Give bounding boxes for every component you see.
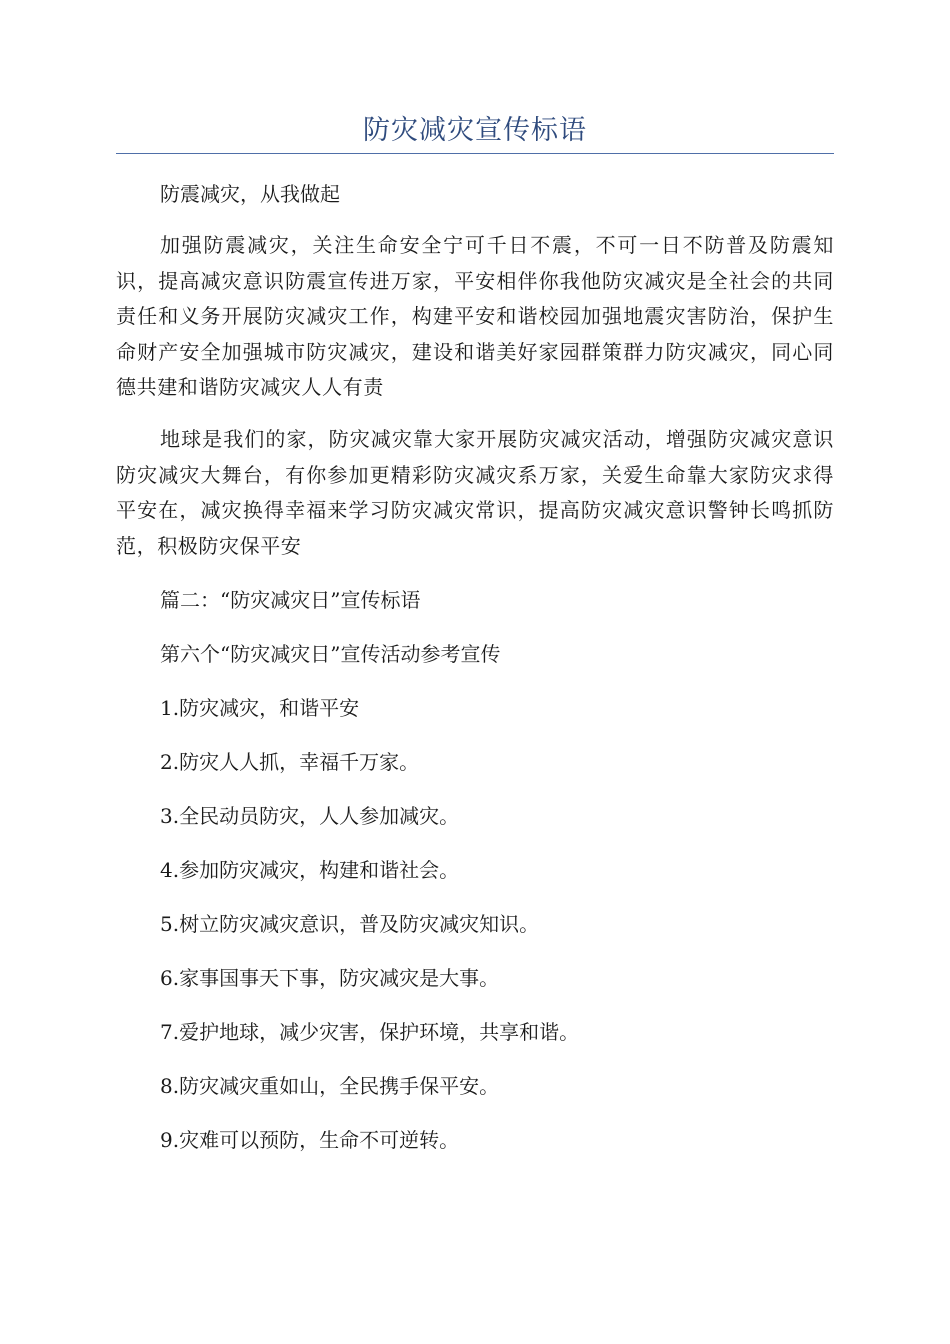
spacer: [116, 620, 834, 634]
list-item: 4.参加防灾减灾，构建和谐社会。: [160, 858, 460, 883]
document-title: 防灾减灾宣传标语: [363, 115, 587, 146]
list-item: 9.灾难可以预防，生命不可逆转。: [160, 1128, 460, 1153]
list-item: 6.家事国事天下事，防灾减灾是大事。: [160, 966, 500, 991]
paragraph-1: 加强防震减灾，关注生命安全宁可千日不震，不可一日不防普及防震知识，提高减灾意识防震宣传进万家，平安相伴你我他防灾减灾是全社会的共同责任和义务开展防灾减灾工作，构建平安和谐校园加强地震灾害防治，保护生命财产安全加强城市防灾减灾，建设和谐美好家园群策群力防灾减灾，同心同德共建和谐防灾减灾人人有责: [116, 233, 834, 400]
spacer: [116, 406, 834, 422]
intro-line: 防震减灾，从我做起: [160, 182, 340, 206]
paragraph-2: 地球是我们的家，防灾减灾靠大家开展防灾减灾活动，增强防灾减灾意识防灾减灾大舞台，有你参加更精彩防灾减灾系万家，关爱生命靠大家防灾求得平安在，减灾换得幸福来学习防灾减灾常识，提高防灾减灾意识警钟长鸣抓防范，积极防灾保平安: [116, 426, 834, 558]
list-item: 8.防灾减灾重如山，全民携手保平安。: [160, 1074, 500, 1099]
spacer: [116, 214, 834, 228]
title-underline: [116, 153, 834, 154]
slogan-list: [116, 688, 834, 1160]
subheading: 第六个“防灾减灾日”宣传活动参考宣传: [160, 642, 501, 667]
document-body: [116, 174, 834, 1174]
list-item: 7.爱护地球，减少灾害，保护环境，共享和谐。: [160, 1020, 580, 1045]
list-item: 5.树立防灾减灾意识，普及防灾减灾知识。: [160, 912, 540, 937]
list-item: 1.防灾减灾，和谐平安: [160, 696, 360, 721]
spacer: [116, 564, 834, 580]
list-item: 2.防灾人人抓，幸福千万家。: [160, 750, 420, 775]
section-heading: 篇二：“防灾减灾日”宣传标语: [160, 588, 421, 613]
list-item: 3.全民动员防灾，人人参加减灾。: [160, 804, 460, 829]
spacer: [116, 674, 834, 688]
